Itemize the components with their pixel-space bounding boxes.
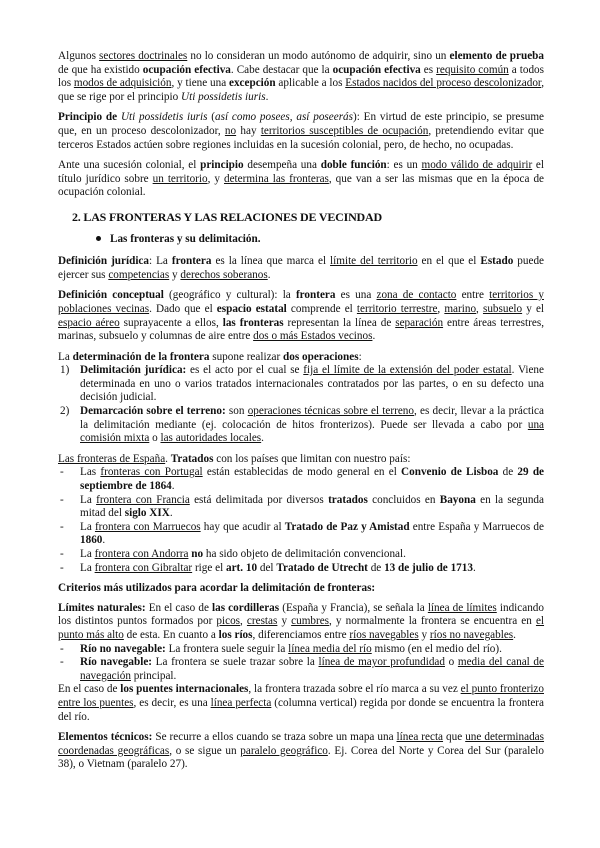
operaciones-list — [58, 364, 544, 446]
rios-list — [58, 643, 544, 684]
paragraph-definicion-conceptual: Definición conceptual (geográfico y cultural): la frontera es una zona de contacto entre territorios y poblaciones vecinas. Dado que el espacio estatal comprende el territorio terrestre, marino, subsuelo y el espacio aéreo suprayacente a ellos, las fronteras representan la línea de separación entre áreas terrestres, marinas, subsuelo y columnas de aire entre dos o más Estados vecinos. — [58, 289, 545, 343]
paragraph-fronteras-espana: Las fronteras de España. Tratados con los países que limitan con nuestro país: — [58, 452, 411, 465]
paragraph-uti-possidetis: Principio de Uti possidetis iuris (así como posees, así poseerás): En virtud de este principio, se presume que, en un proceso descolonizador, no hay territorios susceptibles de ocupación, pretendiendo evitar que terceros Estados actúen sobre regiones incluidas en la sucesión colonial, pero, de hecho, no ocupadas. — [58, 111, 544, 151]
paragraph-puentes: En el caso de los puentes internacionales, la frontera trazada sobre el río marca a su vez el punto fronterizo entre los puentes, es decir, es una línea perfecta (columna vertical) regida por donde se encuentra la frontera del río. — [58, 683, 544, 723]
paragraph-limites-naturales: Límites naturales: En el caso de las cordilleras (España y Francia), se señala la línea de límites indicando los distintos puntos formados por picos, crestas y cumbres, y normalmente la frontera se encuentra en el punto más alto de esta. En cuanto a los ríos, diferenciamos entre ríos navegables y ríos no navegables. — [58, 601, 545, 641]
document-body — [58, 50, 544, 779]
bullet-icon — [96, 236, 101, 241]
subsection-heading: Las fronteras y su delimitación. — [96, 233, 544, 247]
list-item: - La frontera con Francia está delimitada por diversos tratados concluidos en Bayona en la segunda mitad del siglo XIX. — [60, 493, 544, 520]
paragraph-determinacion: La determinación de la frontera supone realizar dos operaciones: — [58, 350, 362, 363]
paragraph-sucesion-colonial: Ante una sucesión colonial, el principio desempeña una doble función: es un modo válido de adquirir el título jurídico sobre un territorio, y determina las fronteras, que van a ser las mismas que en la época de ocupación colonial. — [58, 159, 545, 199]
list-item: - La frontera con Andorra no ha sido objeto de delimitación convencional. — [60, 548, 406, 560]
fronteras-list — [58, 466, 544, 575]
list-item: 1) Delimitación jurídica: es el acto por el cual se fija el límite de la extensión del poder estatal. Viene determinada en uno o varios tratados internacionales contratados por las partes, o en su defecto una decisión judicial. — [60, 364, 544, 404]
criterios-heading: Criterios más utilizados para acordar la delimitación de fronteras: — [58, 582, 376, 595]
section-heading: 2. LAS FRONTERAS Y LAS RELACIONES DE VECINDAD — [72, 209, 382, 224]
list-item: - Río navegable: La frontera se suele trazar sobre la línea de mayor profundidad o media del canal de navegación principal. — [60, 656, 544, 682]
paragraph-intro-1: Algunos sectores doctrinales no lo consideran un modo autónomo de adquirir, sino un elemento de prueba de que ha existido ocupación efectiva. Cabe destacar que la ocupación efectiva es requisito común a todos los modos de adquisición, y tiene una excepción aplicable a los Estados nacidos del proceso descolonizador, que se rige por el principio Uti possidetis iuris. — [58, 50, 544, 103]
list-item: 2) Demarcación sobre el terreno: son operaciones técnicas sobre el terreno, es decir, llevar a la práctica la delimitación mediante (ej. colocación de hitos fronterizos). Puede ser llevada a cabo por una comisión mixta o las autoridades locales. — [60, 405, 544, 445]
list-item: - La frontera con Gibraltar rige el art. 10 del Tratado de Utrecht de 13 de julio de 1713. — [60, 561, 476, 574]
paragraph-definicion-juridica: Definición jurídica: La frontera es la línea que marca el límite del territorio en el que el Estado puede ejercer sus competencias y derechos soberanos. — [58, 255, 545, 281]
list-item: - La frontera con Marruecos hay que acudir al Tratado de Paz y Amistad entre España y Marruecos de 1860. — [60, 520, 544, 547]
paragraph-elementos-tecnicos: Elementos técnicos: Se recurre a ellos cuando se traza sobre un mapa una línea recta que une determinadas coordenadas geográficas, o se sigue un paralelo geográfico. Ej. Corea del Norte y Corea del Sur (paralelo 38), o Vietnam (paralelo 27). — [58, 731, 545, 771]
list-item: - Las fronteras con Portugal están establecidas de modo general en el Convenio de Lisboa de 29 de septiembre de 1864. — [60, 466, 545, 493]
list-item: - Río no navegable: La frontera suele seguir la línea media del río mismo (en el medio del río). — [60, 642, 502, 655]
